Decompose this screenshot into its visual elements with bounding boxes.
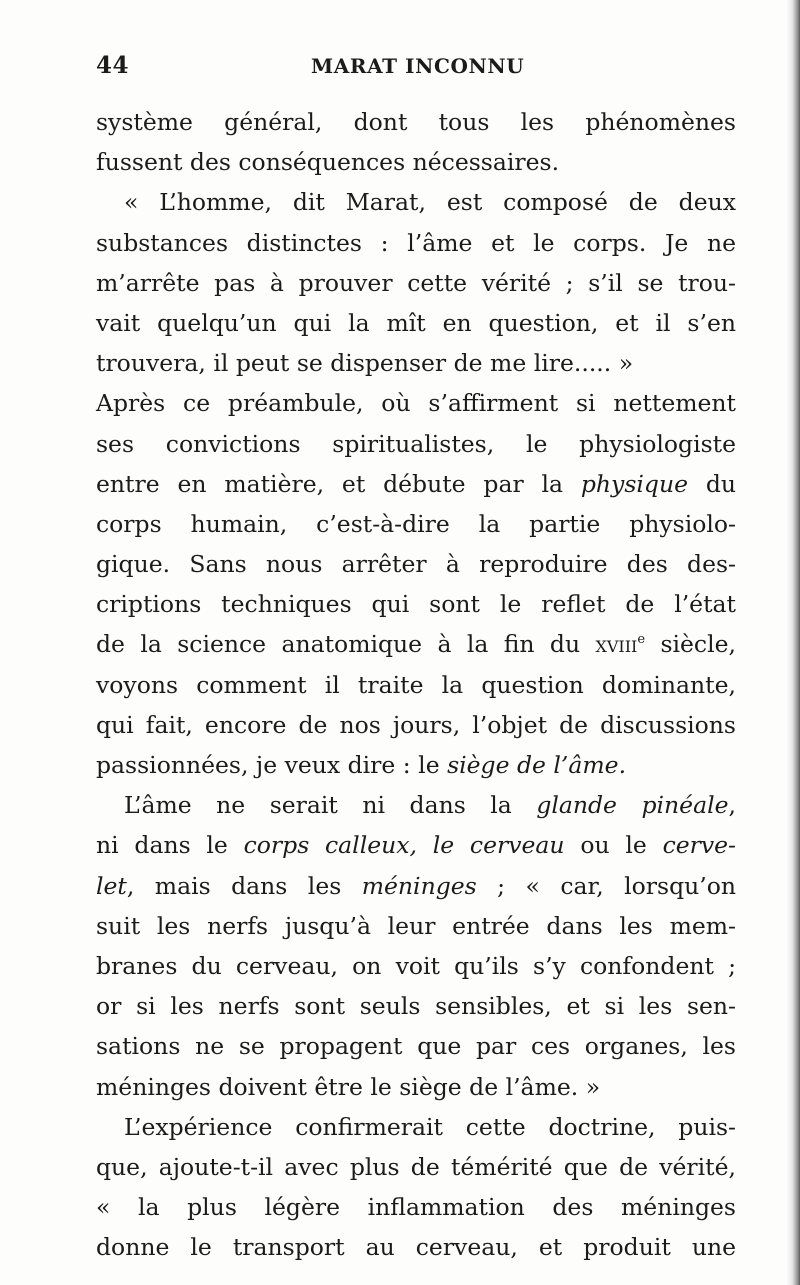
text-line [96, 986, 736, 1026]
text-line [96, 1187, 736, 1227]
text-segment: m’arrête pas à prouver cette vérité ; s’il se trou- [96, 268, 736, 297]
page-spine-shadow [786, 0, 800, 1285]
text-segment: ; « car, lorsqu’on [476, 871, 736, 900]
italic-text: physique [580, 469, 688, 498]
text-segment: fussent des conséquences nécessaires. [96, 148, 560, 177]
text-segment: trouvera, il peut se dispenser de me lire..... » [96, 349, 634, 378]
text-line [96, 263, 736, 303]
text-segment: ni dans le [96, 831, 244, 860]
text-line [96, 825, 736, 865]
text-segment: vait quelqu’un qui la mît en question, et il s’en [96, 308, 736, 337]
text-segment: substances distinctes : l’âme et le corps. Je ne [96, 228, 736, 257]
text-segment: ses convictions spiritualistes, le physiologiste [96, 429, 736, 458]
running-title: MARAT INCONNU [311, 54, 525, 78]
text-segment: , [728, 791, 736, 820]
text-line [96, 946, 736, 986]
text-line [96, 142, 736, 182]
text-line [96, 705, 736, 745]
text-segment: voyons comment il traite la question dominante, [96, 670, 736, 699]
text-line [96, 343, 736, 383]
text-segment: sations ne se propagent que par ces organes, les [96, 1032, 736, 1061]
text-segment: méninges doivent être le siège de l’âme. » [96, 1072, 601, 1101]
italic-text: glande pinéale [536, 791, 729, 820]
italic-text: siège de l’âme. [447, 751, 627, 779]
text-segment: L’âme ne serait ni dans la [124, 791, 537, 820]
page-number: 44 [96, 52, 130, 79]
italic-text: méninges [361, 871, 477, 900]
text-line [96, 1026, 736, 1066]
text-segment: branes du cerveau, on voit qu’ils s’y confondent ; [96, 951, 736, 980]
text-line [96, 182, 736, 222]
text-segment: du [688, 469, 737, 498]
text-segment: « L’homme, dit Marat, est composé de deux [124, 188, 736, 217]
text-line [96, 1067, 736, 1107]
text-line [96, 1227, 736, 1267]
text-line [96, 584, 736, 624]
text-segment: passionnées, je veux dire : le [96, 751, 448, 779]
text-segment: criptions techniques qui sont le reflet de l’état [96, 590, 736, 619]
text-line [96, 665, 736, 705]
text-segment: qui fait, encore de nos jours, l’objet de discussions [96, 710, 736, 739]
text-segment: suit les nerfs jusqu’à leur entrée dans les mem- [96, 911, 736, 940]
text-line [96, 223, 736, 263]
superscript-text: e [637, 632, 646, 648]
italic-text: cerve- [662, 831, 736, 860]
text-segment: entre en matière, et débute par la [96, 469, 581, 498]
text-segment: or si les nerfs sont seuls sensibles, et si les sen- [96, 992, 736, 1021]
text-line [96, 745, 736, 785]
italic-text: corps calleux, le cerveau [243, 831, 565, 860]
text-line [96, 785, 736, 825]
text-line [96, 624, 736, 664]
text-line [96, 383, 736, 423]
text-line [96, 906, 736, 946]
text-segment: que, ajoute-t-il avec plus de témérité que de vérité, [96, 1152, 736, 1181]
text-segment: , mais dans les [126, 871, 362, 900]
page-header [96, 52, 726, 92]
body-text [96, 102, 736, 1267]
text-segment: xviii [595, 630, 638, 659]
text-segment: ou le [564, 831, 663, 860]
text-segment: système général, dont tous les phénomènes [96, 108, 736, 136]
text-line [96, 1147, 736, 1187]
text-segment: gique. Sans nous arrêter à reproduire des des- [96, 550, 736, 579]
text-line [96, 464, 736, 504]
text-line [96, 866, 736, 906]
italic-text: let [96, 871, 127, 900]
text-segment: L’expérience confirmerait cette doctrine, puis- [124, 1112, 736, 1141]
text-line [96, 504, 736, 544]
text-line [96, 544, 736, 584]
text-segment: « la plus légère inflammation des méninges [96, 1193, 736, 1222]
text-segment: siècle, [645, 630, 736, 659]
text-line [96, 1107, 736, 1147]
text-line [96, 424, 736, 464]
text-line [96, 102, 736, 142]
text-segment: donne le transport au cerveau, et produit une [96, 1233, 736, 1262]
text-segment: corps humain, c’est-à-dire la partie physiolo- [96, 509, 736, 538]
text-line [96, 303, 736, 343]
text-segment: Après ce préambule, où s’affirment si nettement [96, 389, 736, 418]
text-segment: de la science anatomique à la fin du [96, 630, 596, 659]
